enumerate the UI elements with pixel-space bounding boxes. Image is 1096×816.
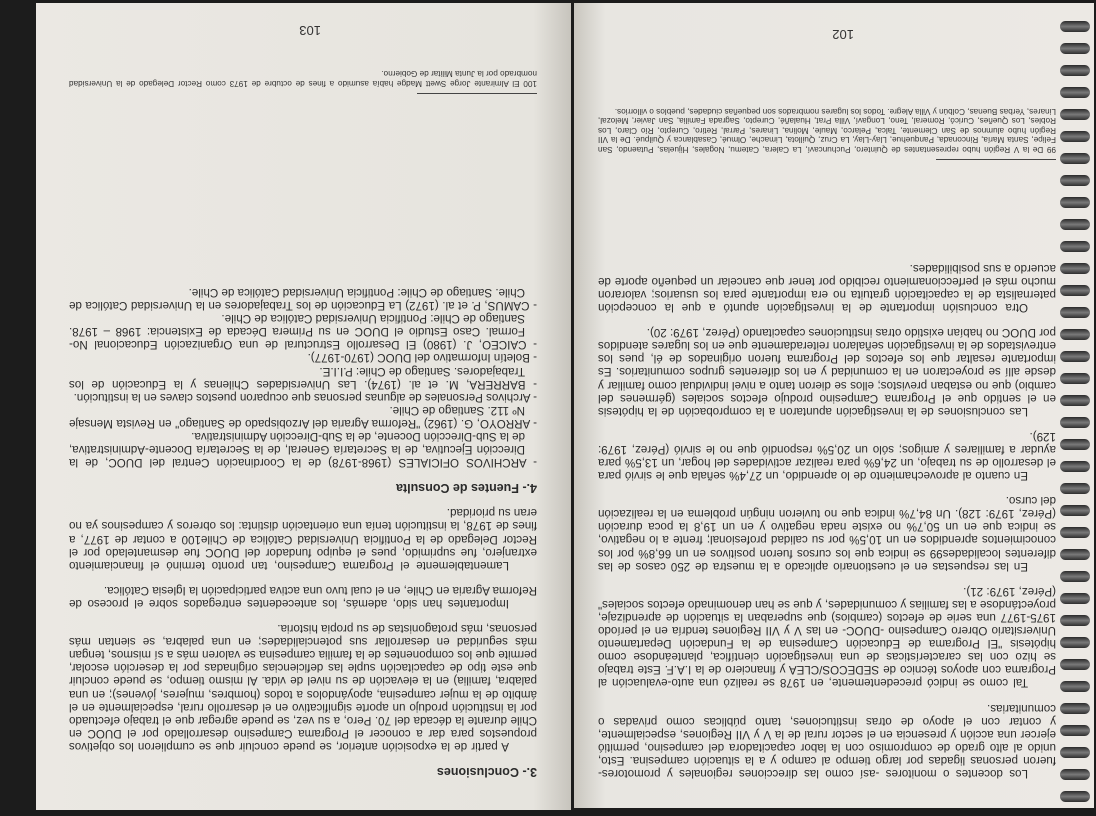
binding-coil xyxy=(1060,263,1090,274)
paragraph: En las respuestas en el cuestionario aplicado a la muestra de 250 casos de las diferentes localidades99 se indica que los cursos fueron positivos en un 66,8% por los conocimientos aprendidos en un 10,5% por su calidad profesional; frente a lo negativo, se indica que en un 50,7% no existe nada negativo y en un 19,8 la poca duración (Pérez, 1979: 128). Un 84,7% indica que no tuvieron ningún problema en la realización del curso. xyxy=(598,494,1056,573)
paragraph: Importantes han sido, además, los antecedentes entregados sobre el proceso de Reforma Agraria en Chile, en el cual tuvo una activa participación la Iglesia Católica. xyxy=(69,583,537,610)
binding-coil xyxy=(1060,659,1090,670)
paragraph: A partir de la exposición anterior, se puede concluir que se cumplieron los objetivos propuestos para dar a conocer el Programa Campesino desarrollado por el DUOC en Chile durante la década del 70. Pero, a su vez, se puede agregar que el trabajo efectuado por la institución produjo un aporte significativo en el desarrollo rural, especialmente en el ámbito de la mujer campesina, apoyándolos a todos (hombres, mujeres, jóvenes); en una palabra, familia) en la elevación de su nivel de vida. Al mismo tiempo, se puede concluir que este tipo de capacitación suple las deficiencias originadas por la deserción escolar, permite que los componentes de la familia campesina se valoren más a sí mismos, tengan más seguridad en desarrollar sus potencialidades; en una palabra, se sientan más personas, más protagonistas de su propia historia. xyxy=(69,622,537,753)
paragraph: Las conclusiones de la investigación apuntaron a la comprobación de la hipótesis en el sentido que el Programa Campesino produjo efectos sociales (gérmenes del cambio) que no estaban previstos; ellos se dieron tanto a nivel individual como familiar y desde allí se proyectaron en la comunidad y en los diferentes grupos comunitarios. Es importante resaltar que los efectos del Programa fueron originados de él, pues los entrevistados de la investigación señalaron reiteradamente que en los lugares atendidos por DUOC no habían existido otras instituciones capacitando (Pérez, 1979: 20). xyxy=(598,326,1056,418)
binding-coil xyxy=(1060,395,1090,406)
binding-coil xyxy=(1060,769,1090,780)
binding-coil xyxy=(1060,87,1090,98)
binding-coil xyxy=(1060,681,1090,692)
source-item: - BARRERA, M. et al. (1974). Las Universidades Chilenas y la Educación de los Trabajadores. Santiago de Chile: P.I.I.E. xyxy=(69,364,537,391)
binding-coil xyxy=(1060,571,1090,582)
page-103-body xyxy=(69,286,537,788)
footnote-99: 99 De la V Región hubo representantes de Quintero, Puchuncaví, La Calera, Catemu, Nogales, Hijuelas, Putaendo, San Felipe, Santa María, Rinconada, Panquehue, Llay-Llay, La Cruz, Quillota, Limache, Olmué, Casablanca y Quilpué. De la VII Región hubo alumnos de San Clemente, Talca, Pelarco, Maule, Molina, Linares, Parral, Retiro, Curepto, Río Claro, Los Robles, Los Queñes, Curicó, Romeral, Teno, Longaví, Villa Prat, Hualañé, Curepto, Sagrada Familia, San Javier, Melozal, Linares, Yerbas Buenas, Colbún y Villa Alegre. Todos los lugares nombrados son pequeñas ciudades, pueblos o villorrios. xyxy=(598,106,1056,154)
binding-coil xyxy=(1060,65,1090,76)
page-number: 102 xyxy=(832,27,854,42)
paragraph: En cuanto al aprovechamiento de lo aprendido, un 27,4% señala que le sirvió para el desarrollo de su trabajo, un 24,6% para realizar actividades del hogar, un 13,5% para ayudar a familiares y amigos; sólo un 20,5% respondió que no le sirvió (Pérez, 1979: 129). xyxy=(598,429,1056,483)
binding-coil xyxy=(1060,747,1090,758)
binding-coil xyxy=(1060,373,1090,384)
binding-coil xyxy=(1060,153,1090,164)
sources-list xyxy=(69,286,537,469)
binding-coil xyxy=(1060,329,1090,340)
binding-coil xyxy=(1060,615,1090,626)
binding-coil xyxy=(1060,109,1090,120)
binding-coil xyxy=(1060,175,1090,186)
source-item: - Boletín Informativo del DUOC (1970-1977). xyxy=(307,351,537,365)
source-item: - ARROYO, G. (1962) "Reforma Agraria del Arzobispado de Santiago" en Revista Mensaje Nº 112. Santiago de Chile. xyxy=(69,403,537,430)
binding-coil xyxy=(1060,637,1090,648)
source-item: - CAICEO, J. (1980) El Desarrollo Estructural de una Organización Educacional No-Formal. Caso Estudio el DUOC en su Primera Década de Existencia: 1968 – 1978. Santiago de Chile: Pontificia Universidad Católica de Chile. xyxy=(69,312,537,352)
source-item: - Archivos Personales de algunas personas que ocuparon puestos claves en la institución. xyxy=(73,390,537,404)
binding-coil xyxy=(1060,483,1090,494)
page-102-body xyxy=(598,250,1056,780)
paragraph: Otra conclusión importante de la investigación apuntó a que la concepción paternalista de la capacitación gratuita no era importante para los usuarios; valoraron mucho más el perfeccionamiento recibido por tener que cancelar un pequeño aporte de acuerdo a sus posibilidades. xyxy=(598,261,1056,315)
page-number: 103 xyxy=(299,23,321,38)
binding-coil xyxy=(1060,417,1090,428)
source-item: - ARCHIVOS OFICIALES (1968-1978) de la Coordinación Central del DUOC, de la Dirección Ejecutiva, de la Secretaría General, de la Secretaría Docente-Administrativa, de la Sub-Dirección Docente, de la Sub-Dirección Administrativa. xyxy=(69,430,537,470)
binding-coil xyxy=(1060,791,1090,802)
binding-coil xyxy=(1060,505,1090,516)
binding-coil xyxy=(1060,197,1090,208)
footnote-100: 100 El Almirante Jorge Swett Madge había asumido a fines de octubre de 1973 como Rector Delegado de la Universidad nombrado por la Junta Militar de Gobierno. xyxy=(69,69,537,88)
source-item: - CAMUS, P. et al. (1972) La Educación de los Trabajadores en la Universidad Católica de Chile. Santiago de Chile: Pontificia Universidad Católica de Chile. xyxy=(69,286,537,313)
binding-coil xyxy=(1060,461,1090,472)
binding-coil xyxy=(1060,241,1090,252)
binding-coil xyxy=(1060,307,1090,318)
binding-coil xyxy=(1060,131,1090,142)
binding-coil xyxy=(1060,285,1090,296)
binding-coil xyxy=(1060,527,1090,538)
section-heading-conclusions: 3.- Conclusiones xyxy=(436,765,537,779)
binding-coil xyxy=(1060,725,1090,736)
spiral-binding xyxy=(1052,0,1096,816)
binding-coil xyxy=(1060,21,1090,32)
binding-coil xyxy=(1060,703,1090,714)
binding-coil xyxy=(1060,351,1090,362)
binding-coil xyxy=(1060,219,1090,230)
paragraph: Lamentablemente el Programa Campesino, tan pronto terminó el financiamiento extranjero, fue suprimido, pues el equipo fundador del DUOC fue desmantelado por el Rector Delegado de la Pontificia Universidad Católica de Chile100 a contar de 1977, a fines de 1978, la institución tenía una orientación distinta: los obreros y campesinos ya no eran su prioridad. xyxy=(69,506,537,572)
section-heading-sources: 4.- Fuentes de Consulta xyxy=(396,481,537,496)
binding-coil xyxy=(1060,593,1090,604)
binding-coil xyxy=(1060,549,1090,560)
binding-coil xyxy=(1060,43,1090,54)
page-102 xyxy=(574,3,1094,808)
footnote-rule xyxy=(936,159,1056,160)
paragraph: Los docentes o monitores -así como las direcciones regionales y promotores- fueron personas ligadas por largo tiempo al campo y a la situación campesina. Esto, unido al alto grado de compromiso con la labor capacitadora del campesino, permitió ejercer una acción y presencia en el sector rural de la V y VII Regiones, especialmente, y contar con el apoyo de otras instituciones, tanto públicas como privadas o comunitarias. xyxy=(598,701,1056,780)
page-103 xyxy=(36,3,571,810)
binding-coil xyxy=(1060,439,1090,450)
footnote-rule xyxy=(417,93,537,94)
paragraph: Tal como se indicó precedentemente, en 1978 se realizó una auto-evaluación al Programa con apoyos técnico de SEDECOS/CLEA y financiero de la I.A.F. Este trabajo se hizo con las características de una investigación científica, planteándose como hipótesis "El Programa de Educación Campesina de la Fundación Departamento Universitario Obrero Campesino -DUOC- en las V y VII Regiones tendría en el período 1975-1977 una serie de efectos (cambios) que superaban la situación de aprendizaje, proyectándose a las familias y comunidades, y que se han denominado efectos sociales" (Pérez, 1979: 21). xyxy=(598,584,1056,690)
